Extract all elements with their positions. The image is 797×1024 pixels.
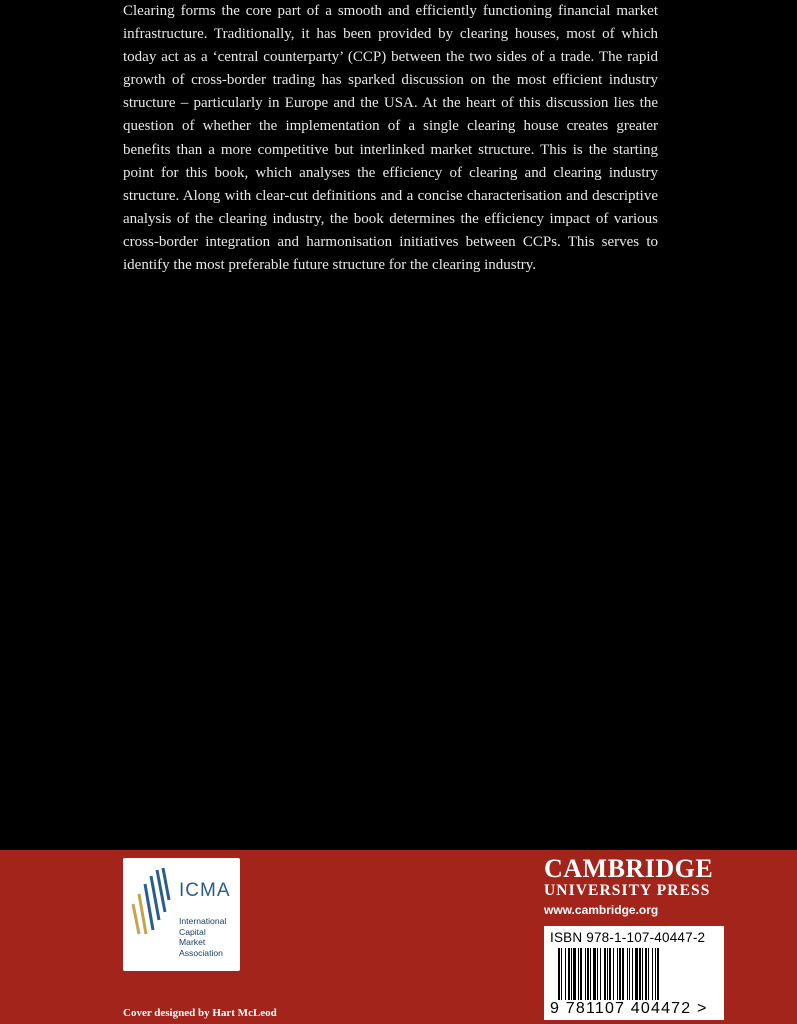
publisher-url: www.cambridge.org bbox=[544, 903, 659, 917]
icma-logo-card bbox=[123, 858, 240, 971]
publisher-block bbox=[544, 855, 724, 918]
blurb-text: Clearing forms the core part of a smooth and efficiently functioning financial market infrastructure. Traditionally, it has been provided by clearing houses, most of which today act as a ‘central counterparty’ (CCP) between the two sides of a trade. The rapid growth of cross-border trading has sparked discussion on the most efficient industry structure – particularly in Europe and the USA. At the heart of this discussion lies the question of whether the implementation of a single clearing house creates greater benefits than a more competitive but interlinked market structure. This is the starting point for this book, which analyses the efficiency of clearing and clearing industry structure. Along with clear-cut definitions and a concise characterisation and descriptive analysis of the clearing industry, the book determines the efficiency impact of various cross-border integration and harmonisation initiatives between CCPs. This serves to identify the most preferable future structure for the clearing industry. bbox=[123, 3, 658, 274]
icma-line-2: Capital bbox=[179, 926, 206, 937]
icma-full-name bbox=[179, 916, 237, 958]
icma-stripes-icon bbox=[129, 864, 175, 936]
cover-credit: Cover designed by Hart McLeod bbox=[123, 1007, 277, 1019]
publisher-name: CAMBRIDGE bbox=[544, 854, 714, 883]
icma-line-4: Association bbox=[179, 947, 223, 958]
icma-line-1: International bbox=[179, 916, 227, 926]
icma-line-3: Market bbox=[179, 937, 206, 947]
back-cover-blurb bbox=[123, 0, 658, 277]
publisher-subtitle: UNIVERSITY PRESS bbox=[544, 882, 711, 899]
icma-wordmark: ICMA bbox=[179, 880, 231, 901]
isbn-barcode bbox=[544, 926, 724, 1020]
isbn-label: ISBN 978-1-107-40447-2 bbox=[550, 930, 706, 945]
barcode-digits: 9 781107 404472 > bbox=[550, 1000, 708, 1017]
